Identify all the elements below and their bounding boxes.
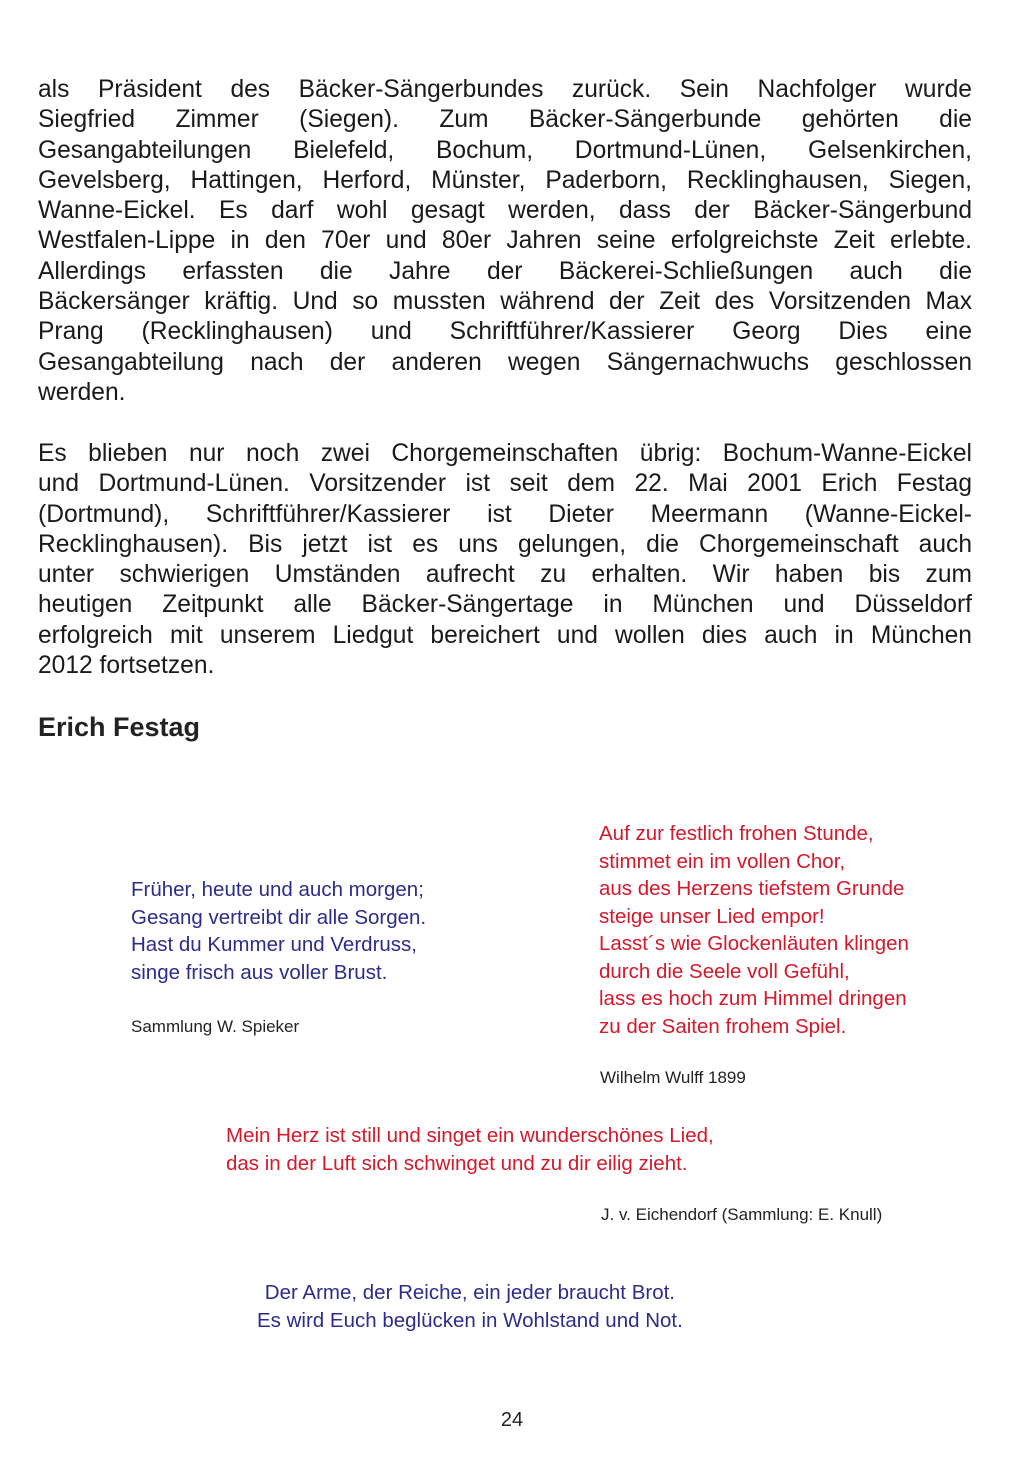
paragraph-line: (Dortmund), Schriftführer/Kassierer ist Dieter Meermann (Wanne-Eickel- (38, 500, 972, 528)
verse-credit: J. v. Eichendorf (Sammlung: E. Knull) (601, 1205, 883, 1224)
verse-line: Früher, heute und auch morgen; (131, 878, 424, 901)
paragraph-line: unter schwierigen Umständen aufrecht zu erhalten. Wir haben bis zum (38, 561, 972, 589)
paragraph-line: Wanne-Eickel. Es darf wohl gesagt werden, dass der Bäcker-Sängerbund (38, 197, 972, 225)
verse-line: Es wird Euch beglücken in Wohlstand und Not. (257, 1308, 683, 1332)
verse-line: Mein Herz ist still und singet ein wunderschönes Lied, (226, 1124, 714, 1147)
paragraph-line: Westfalen-Lippe in den 70er und 80er Jahren seine erfolgreichste Zeit erlebte. (38, 227, 972, 255)
paragraph-line: Gesangabteilungen Bielefeld, Bochum, Dortmund-Lünen, Gelsenkirchen, (38, 136, 972, 164)
paragraph-line: Prang (Recklinghausen) und Schriftführer/Kassierer Georg Dies eine (38, 318, 972, 346)
paragraph-line: Recklinghausen). Bis jetzt ist es uns gelungen, die Chorgemeinschaft auch (38, 530, 972, 558)
verse-line: Gesang vertreibt dir alle Sorgen. (131, 905, 427, 929)
verse-line: das in der Luft sich schwinget und zu dir eilig zieht. (226, 1151, 688, 1175)
paragraph-line: heutigen Zeitpunkt alle Bäcker-Sängertage in München und Düsseldorf (38, 591, 972, 619)
verse-line: Lasst´s wie Glockenläuten klingen (599, 932, 909, 955)
paragraph-line: werden. (38, 378, 126, 406)
verse-credit: Wilhelm Wulff 1899 (600, 1068, 746, 1087)
verse-festlich-frohe-stunde (599, 820, 909, 1040)
verse-credit: Sammlung W. Spieker (131, 1017, 300, 1036)
paragraph-2 (38, 439, 972, 681)
paragraph-line: 2012 fortsetzen. (38, 652, 215, 680)
verse-brot (257, 1279, 683, 1334)
verse-line: steige unser Lied empor! (599, 904, 825, 928)
verse-line: durch die Seele voll Gefühl, (599, 959, 850, 983)
paragraph-1 (38, 75, 972, 408)
verse-line: Hast du Kummer und Verdruss, (131, 933, 417, 956)
paragraph-line: Bäckersänger kräftig. Und so mussten während der Zeit des Vorsitzenden Max (38, 288, 972, 316)
paragraph-line: Es blieben nur noch zwei Chorgemeinschaften übrig: Bochum-Wanne-Eickel (38, 440, 972, 467)
paragraph-line: Gevelsberg, Hattingen, Herford, Münster, Paderborn, Recklinghausen, Siegen, (38, 166, 972, 194)
paragraph-line: erfolgreich mit unserem Liedgut bereichert und wollen dies auch in München (38, 621, 972, 649)
verse-line: singe frisch aus voller Brust. (131, 960, 388, 984)
verse-line: stimmet ein im vollen Chor, (599, 849, 846, 873)
author-heading: Erich Festag (38, 712, 201, 742)
verse-line: Auf zur festlich frohen Stunde, (599, 822, 874, 845)
verse-line: Der Arme, der Reiche, ein jeder braucht Brot. (264, 1281, 675, 1304)
verse-line: aus des Herzens tiefstem Grunde (599, 877, 905, 900)
verse-frueher-heute (131, 876, 426, 986)
paragraph-line: als Präsident des Bäcker-Sängerbundes zurück. Sein Nachfolger wurde (38, 76, 972, 103)
paragraph-line: Siegfried Zimmer (Siegen). Zum Bäcker-Sängerbunde gehörten die (38, 106, 972, 134)
paragraph-line: Gesangabteilung nach der anderen wegen Sängernachwuchs geschlossen (38, 348, 972, 376)
verse-mein-herz (226, 1122, 714, 1177)
verse-line: lass es hoch zum Himmel dringen (599, 987, 907, 1010)
paragraph-line: Allerdings erfassten die Jahre der Bäckerei-Schließungen auch die (38, 257, 972, 285)
page-number: 24 (500, 1409, 524, 1431)
verse-line: zu der Saiten frohem Spiel. (599, 1014, 847, 1038)
paragraph-line: und Dortmund-Lünen. Vorsitzender ist seit dem 22. Mai 2001 Erich Festag (38, 470, 972, 498)
